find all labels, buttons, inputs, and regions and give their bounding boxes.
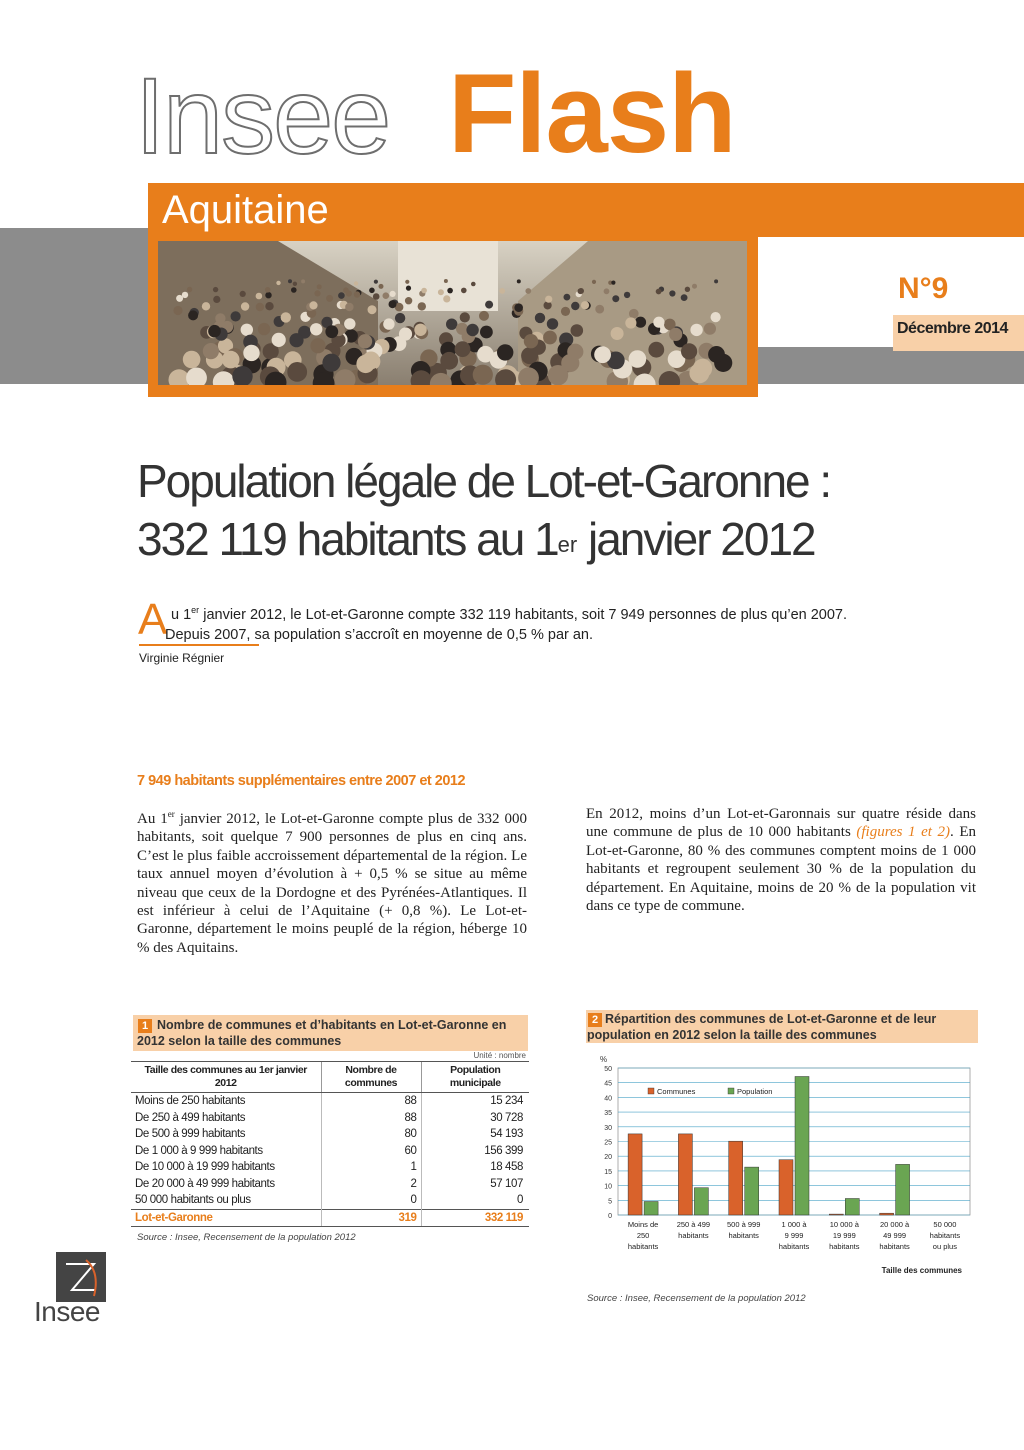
body-column-right: [586, 805, 976, 915]
crowd-figure: [571, 302, 579, 310]
figure1-title: Nombre de communes et d’habitants en Lot-et-Garonne en 2012 selon la taille des communes: [137, 1018, 507, 1048]
crowd-figure: [338, 292, 345, 299]
x-tick-label: Moins de: [627, 1220, 659, 1229]
crowd-figure: [256, 303, 264, 311]
crowd-figure: [389, 300, 397, 308]
y-tick-label: 20: [604, 1154, 612, 1162]
table-row: [131, 1159, 529, 1176]
crowd-figure: [368, 305, 377, 314]
table-total-cell: 319: [321, 1209, 421, 1227]
crowd-figure: [183, 351, 201, 369]
table-cell: 88: [321, 1093, 421, 1110]
header-photo: [158, 241, 747, 385]
crowd-figure: [208, 325, 221, 338]
figure2-source: Source : Insee, Recensement de la population 2012: [587, 1293, 806, 1304]
crowd-figure: [438, 289, 444, 295]
y-tick-label: 40: [604, 1095, 612, 1103]
crowd-figure: [241, 324, 253, 336]
table-row: [131, 1176, 529, 1193]
table-cell: De 1 000 à 9 999 habitants: [135, 1144, 263, 1157]
page-title: [137, 452, 937, 568]
crowd-figure: [379, 284, 384, 289]
crowd-figure: [685, 287, 690, 292]
crowd-figure: [595, 305, 604, 314]
crowd-figure: [395, 313, 405, 323]
table-row: [131, 1110, 529, 1127]
crowd-figure: [288, 279, 292, 283]
title-line-1: Population légale de Lot-et-Garonne :: [137, 455, 831, 507]
crowd-figure: [480, 326, 493, 339]
crowd-figure: [309, 301, 317, 309]
y-axis-label: %: [600, 1055, 608, 1064]
bar-population: [694, 1188, 708, 1215]
col-right-b: . En Lot-et-Garonne, 80 % des communes comptent moins de 1 000 habitants et regroupent seulement 30 % de la population du département. En Aquitaine, moins de 20 % de la population vit dans ce type de commune.: [586, 824, 976, 915]
crowd-figure: [405, 280, 409, 284]
crowd-figure: [222, 351, 240, 369]
lead-line1a: u 1: [171, 606, 192, 623]
crowd-figure: [231, 311, 241, 321]
crowd-figure: [265, 287, 271, 293]
crowd-figure: [624, 292, 630, 298]
crowd-figure: [648, 342, 664, 358]
crowd-figure: [354, 281, 358, 285]
crowd-figure: [326, 295, 333, 302]
x-tick-label: habitants: [778, 1242, 810, 1251]
crowd-figure: [421, 288, 427, 294]
table-cell: 54 193: [421, 1126, 529, 1143]
crowd-figure: [681, 343, 697, 359]
crowd-figure: [188, 310, 198, 320]
crowd-figure: [635, 317, 646, 328]
crowd-figure: [444, 279, 448, 283]
crowd-figure: [567, 344, 583, 360]
bar-population: [644, 1202, 658, 1216]
crowd-figure: [399, 327, 412, 340]
legend-swatch: [648, 1088, 654, 1094]
x-tick-label: ou plus: [932, 1242, 957, 1251]
crowd-figure: [578, 288, 584, 294]
crowd-figure: [314, 290, 320, 296]
col-right-a: En 2012, moins d’un Lot-et-Garonnais sur quatre réside dans une commune de plus de 10 000 habitants: [586, 806, 976, 841]
crowd-figure: [443, 295, 450, 302]
brand-region: Aquitaine: [162, 188, 329, 232]
crowd-figure: [708, 346, 725, 363]
table-cell: De 500 à 999 habitants: [135, 1128, 246, 1141]
crowd-figure: [499, 288, 505, 294]
brand-insee: Insee: [135, 55, 390, 176]
crowd-figure: [629, 309, 639, 319]
crowd-figure: [440, 352, 458, 370]
crowd-figure: [354, 291, 360, 297]
crowd-figure: [310, 323, 322, 335]
crowd-figure: [497, 344, 513, 360]
crowd-figure: [446, 319, 457, 330]
crowd-figure: [656, 289, 662, 295]
x-tick-label: 9 999: [784, 1231, 804, 1240]
table-row: [131, 1126, 529, 1143]
crowd-figure: [611, 327, 624, 340]
crowd-figure: [669, 290, 675, 296]
lead-paragraph: [165, 600, 951, 645]
crowd-figure: [256, 293, 263, 300]
title-line-2b: janvier 2012: [577, 513, 815, 565]
crowd-figure: [202, 302, 210, 310]
figure2-number: 2: [588, 1013, 602, 1027]
crowd-figure: [692, 284, 697, 289]
crowd-figure: [369, 288, 375, 294]
x-tick-label: 500 à 999: [727, 1220, 761, 1229]
crowd-figure: [669, 328, 682, 341]
table-cell: 50 000 habitants ou plus: [135, 1194, 251, 1207]
table-cell: 0: [421, 1192, 529, 1209]
legend-label: Communes: [657, 1087, 696, 1096]
figure1-number: 1: [138, 1019, 152, 1033]
table-cell: 2: [321, 1176, 421, 1193]
figure1-table: [131, 1061, 529, 1227]
legend-swatch: [728, 1088, 734, 1094]
x-tick-label: 50 000: [933, 1220, 957, 1229]
crowd-figure: [213, 287, 218, 292]
crowd-figure: [373, 293, 380, 300]
crowd-figure: [406, 286, 411, 291]
x-tick-label: habitants: [879, 1242, 910, 1251]
crowd-figure: [258, 323, 270, 335]
crowd-figure: [213, 296, 220, 303]
crowd-figure: [456, 323, 468, 335]
crowd-figure: [704, 323, 716, 335]
crowd-figure: [592, 280, 596, 284]
figure-reference-link[interactable]: (figures 1 et 2): [856, 824, 950, 841]
crowd-figure: [514, 303, 523, 312]
table-cell: 1: [321, 1159, 421, 1176]
table-cell: 18 458: [421, 1159, 529, 1176]
table-row: [131, 1192, 529, 1209]
lead-sup: er: [191, 605, 200, 615]
y-tick-label: 35: [604, 1110, 612, 1118]
crowd-figure: [535, 313, 545, 323]
table-cell: Moins de 250 habitants: [135, 1095, 246, 1108]
x-tick-label: habitants: [627, 1242, 659, 1251]
figure1-source: Source : Insee, Recensement de la population 2012: [137, 1232, 356, 1243]
bar-communes: [880, 1213, 894, 1215]
crowd-figure: [383, 292, 390, 299]
table-cell: De 20 000 à 49 999 habitants: [135, 1177, 275, 1190]
crowd-figure: [414, 324, 426, 336]
crowd-figure: [625, 317, 636, 328]
title-sup: er: [557, 532, 578, 557]
crowd-figure: [612, 295, 619, 302]
crowd-figure: [524, 334, 538, 348]
table-header: Population municipale: [421, 1062, 529, 1093]
y-tick-label: 15: [604, 1168, 612, 1176]
x-tick-label: 20 000 à: [879, 1220, 910, 1229]
x-tick-label: habitants: [678, 1231, 709, 1240]
crowd-figure: [485, 301, 493, 309]
brand-flash: Flash: [448, 51, 736, 176]
x-axis-label: Taille des communes: [881, 1266, 962, 1275]
figure2-title: Répartition des communes de Lot-et-Garonne et de leur population en 2012 selon la taille des communes: [587, 1012, 937, 1042]
crowd-figure: [276, 281, 280, 285]
crowd-figure: [466, 324, 478, 336]
crowd-figure: [594, 346, 611, 363]
x-tick-label: habitants: [728, 1231, 759, 1240]
crowd-figure: [374, 280, 378, 284]
crowd-figure: [317, 284, 322, 289]
lead-line2: Depuis 2007, sa population s’accroît en moyenne de 0,5 % par an.: [165, 626, 594, 643]
x-tick-label: 19 999: [832, 1231, 856, 1240]
crowd-figure: [281, 312, 291, 322]
crowd-figure: [310, 338, 325, 353]
bar-communes: [729, 1141, 743, 1215]
section-title: 7 949 habitants supplémentaires entre 2007 et 2012: [137, 773, 466, 789]
crowd-figure: [693, 359, 712, 378]
table-cell: 30 728: [421, 1110, 529, 1127]
lead-dropcap: A: [138, 595, 168, 644]
table-header: Taille des communes au 1er janvier 2012: [131, 1062, 321, 1093]
crowd-figure: [690, 324, 702, 336]
figure1-unit: Unité : nombre: [473, 1051, 526, 1060]
bar-population: [845, 1199, 859, 1216]
x-tick-label: 10 000 à: [829, 1220, 859, 1229]
crowd-figure: [405, 297, 412, 304]
table-cell: 80: [321, 1126, 421, 1143]
table-total-cell: Lot-et-Garonne: [131, 1209, 321, 1227]
crowd-figure: [564, 294, 571, 301]
crowd-figure: [301, 279, 305, 283]
crowd-figure: [289, 333, 303, 347]
crowd-figure: [346, 290, 352, 296]
lead-line1b: janvier 2012, le Lot-et-Garonne compte 332 119 habitants, soit 7 949 personnes de plus qu’en 2007.: [199, 606, 848, 623]
author-rule: [139, 644, 259, 646]
y-tick-label: 10: [604, 1183, 612, 1191]
crowd-figure: [460, 312, 470, 322]
crowd-figure: [561, 307, 570, 316]
crowd-figure: [293, 282, 297, 286]
crowd-figure: [681, 294, 688, 301]
table-cell: 156 399: [421, 1143, 529, 1160]
crowd-figure: [241, 302, 249, 310]
col-left-sup: er: [167, 809, 175, 819]
insee-logo-text: Insee: [34, 1296, 100, 1327]
crowd-figure: [291, 287, 297, 293]
crowd-figure: [543, 331, 557, 345]
legend-label: Population: [737, 1087, 773, 1096]
crowd-figure: [265, 302, 273, 310]
col-left-a: Au 1: [137, 811, 168, 827]
title-line-2a: 332 119 habitants au 1: [137, 513, 558, 565]
table-cell: 57 107: [421, 1176, 529, 1193]
crowd-figure: [547, 318, 558, 329]
crowd-figure: [581, 301, 589, 309]
crowd-figure: [418, 302, 426, 310]
crowd-figure: [325, 325, 338, 338]
x-tick-label: habitants: [929, 1231, 961, 1240]
crowd-figure: [362, 352, 380, 370]
bar-communes: [779, 1160, 793, 1215]
crowd-figure: [653, 317, 664, 328]
bar-population: [896, 1164, 910, 1215]
x-tick-label: 250: [636, 1231, 650, 1240]
crowd-figure: [203, 343, 219, 359]
crowd-figure: [477, 346, 494, 363]
crowd-figure: [322, 354, 340, 372]
crowd-figure: [714, 279, 718, 283]
crowd-figure: [265, 292, 271, 298]
table-row: [131, 1143, 529, 1160]
crowd-figure: [243, 345, 259, 361]
crowd-figure: [447, 288, 453, 294]
table-cell: De 250 à 499 habitants: [135, 1111, 246, 1124]
y-tick-label: 30: [604, 1124, 612, 1132]
crowd-figure: [173, 306, 182, 315]
crowd-figure: [240, 291, 246, 297]
y-tick-label: 0: [608, 1213, 612, 1220]
bar-communes: [628, 1134, 642, 1215]
crowd-figure: [479, 311, 489, 321]
crowd-figure: [571, 324, 584, 337]
crowd-figure: [471, 282, 476, 287]
crowd-figure: [461, 288, 467, 294]
crowd-figure: [182, 292, 188, 298]
crowd-figure: [611, 281, 615, 285]
table-total-row: [131, 1209, 529, 1227]
crowd-figure: [711, 312, 721, 322]
x-tick-label: 49 999: [883, 1231, 907, 1240]
bar-population: [795, 1077, 809, 1216]
table-total-cell: 332 119: [421, 1209, 529, 1227]
issue-number: N°9: [898, 272, 949, 305]
table-cell: 0: [321, 1192, 421, 1209]
crowd-figure: [604, 288, 610, 294]
crowd-figure: [358, 334, 372, 348]
crowd-figure: [390, 291, 396, 297]
bar-population: [745, 1167, 759, 1215]
y-tick-label: 45: [604, 1080, 612, 1088]
col-left-b: janvier 2012, le Lot-et-Garonne compte plus de 332 000 habitants, soit quelque 7 900 personnes de plus en cinq ans. C’est le plus faible accroissement départemental de la région. Le taux annuel moyen d’évolution à + 0,5 % se situe au même niveau que ceux de la Dordogne et des Pyrénées-Atlantiques. Il est inférieur à celui de l’Aquitaine (+ 0,8 %). Le Lot-et-Garonne, département le moins peuplé de la région, héberge 10 % des Aquitains.: [137, 811, 527, 956]
insee-logo-mark: [56, 1252, 106, 1302]
crowd-figure: [545, 296, 552, 303]
crowd-figure: [383, 318, 394, 329]
crowd-figure: [287, 362, 307, 382]
crowd-figure: [345, 303, 353, 311]
table-cell: De 10 000 à 19 999 habitants: [135, 1161, 275, 1174]
x-tick-label: habitants: [829, 1242, 860, 1251]
author: Virginie Régnier: [139, 651, 225, 665]
bar-communes: [678, 1134, 692, 1215]
table-cell: 15 234: [421, 1093, 529, 1110]
x-tick-label: 1 000 à: [781, 1220, 807, 1229]
issue-date: Décembre 2014: [897, 320, 1008, 337]
crowd-figure: [272, 333, 286, 347]
crowd-figure: [344, 318, 355, 329]
crowd-figure: [517, 279, 521, 283]
table-cell: 88: [321, 1110, 421, 1127]
table-row: [131, 1093, 529, 1110]
body-column-left: [137, 805, 527, 957]
crowd-figure: [525, 288, 531, 294]
y-tick-label: 25: [604, 1139, 612, 1147]
table-cell: 60: [321, 1143, 421, 1160]
figure2-chart: [580, 1050, 980, 1280]
table-header: Nombre de communes: [321, 1062, 421, 1093]
crowd-figure: [455, 341, 471, 357]
crowd-figure: [187, 287, 192, 292]
x-tick-label: 250 à 499: [676, 1220, 711, 1229]
crowd-figure: [473, 365, 493, 385]
bar-communes: [829, 1214, 843, 1215]
y-tick-label: 50: [604, 1066, 612, 1073]
y-tick-label: 5: [608, 1198, 612, 1206]
